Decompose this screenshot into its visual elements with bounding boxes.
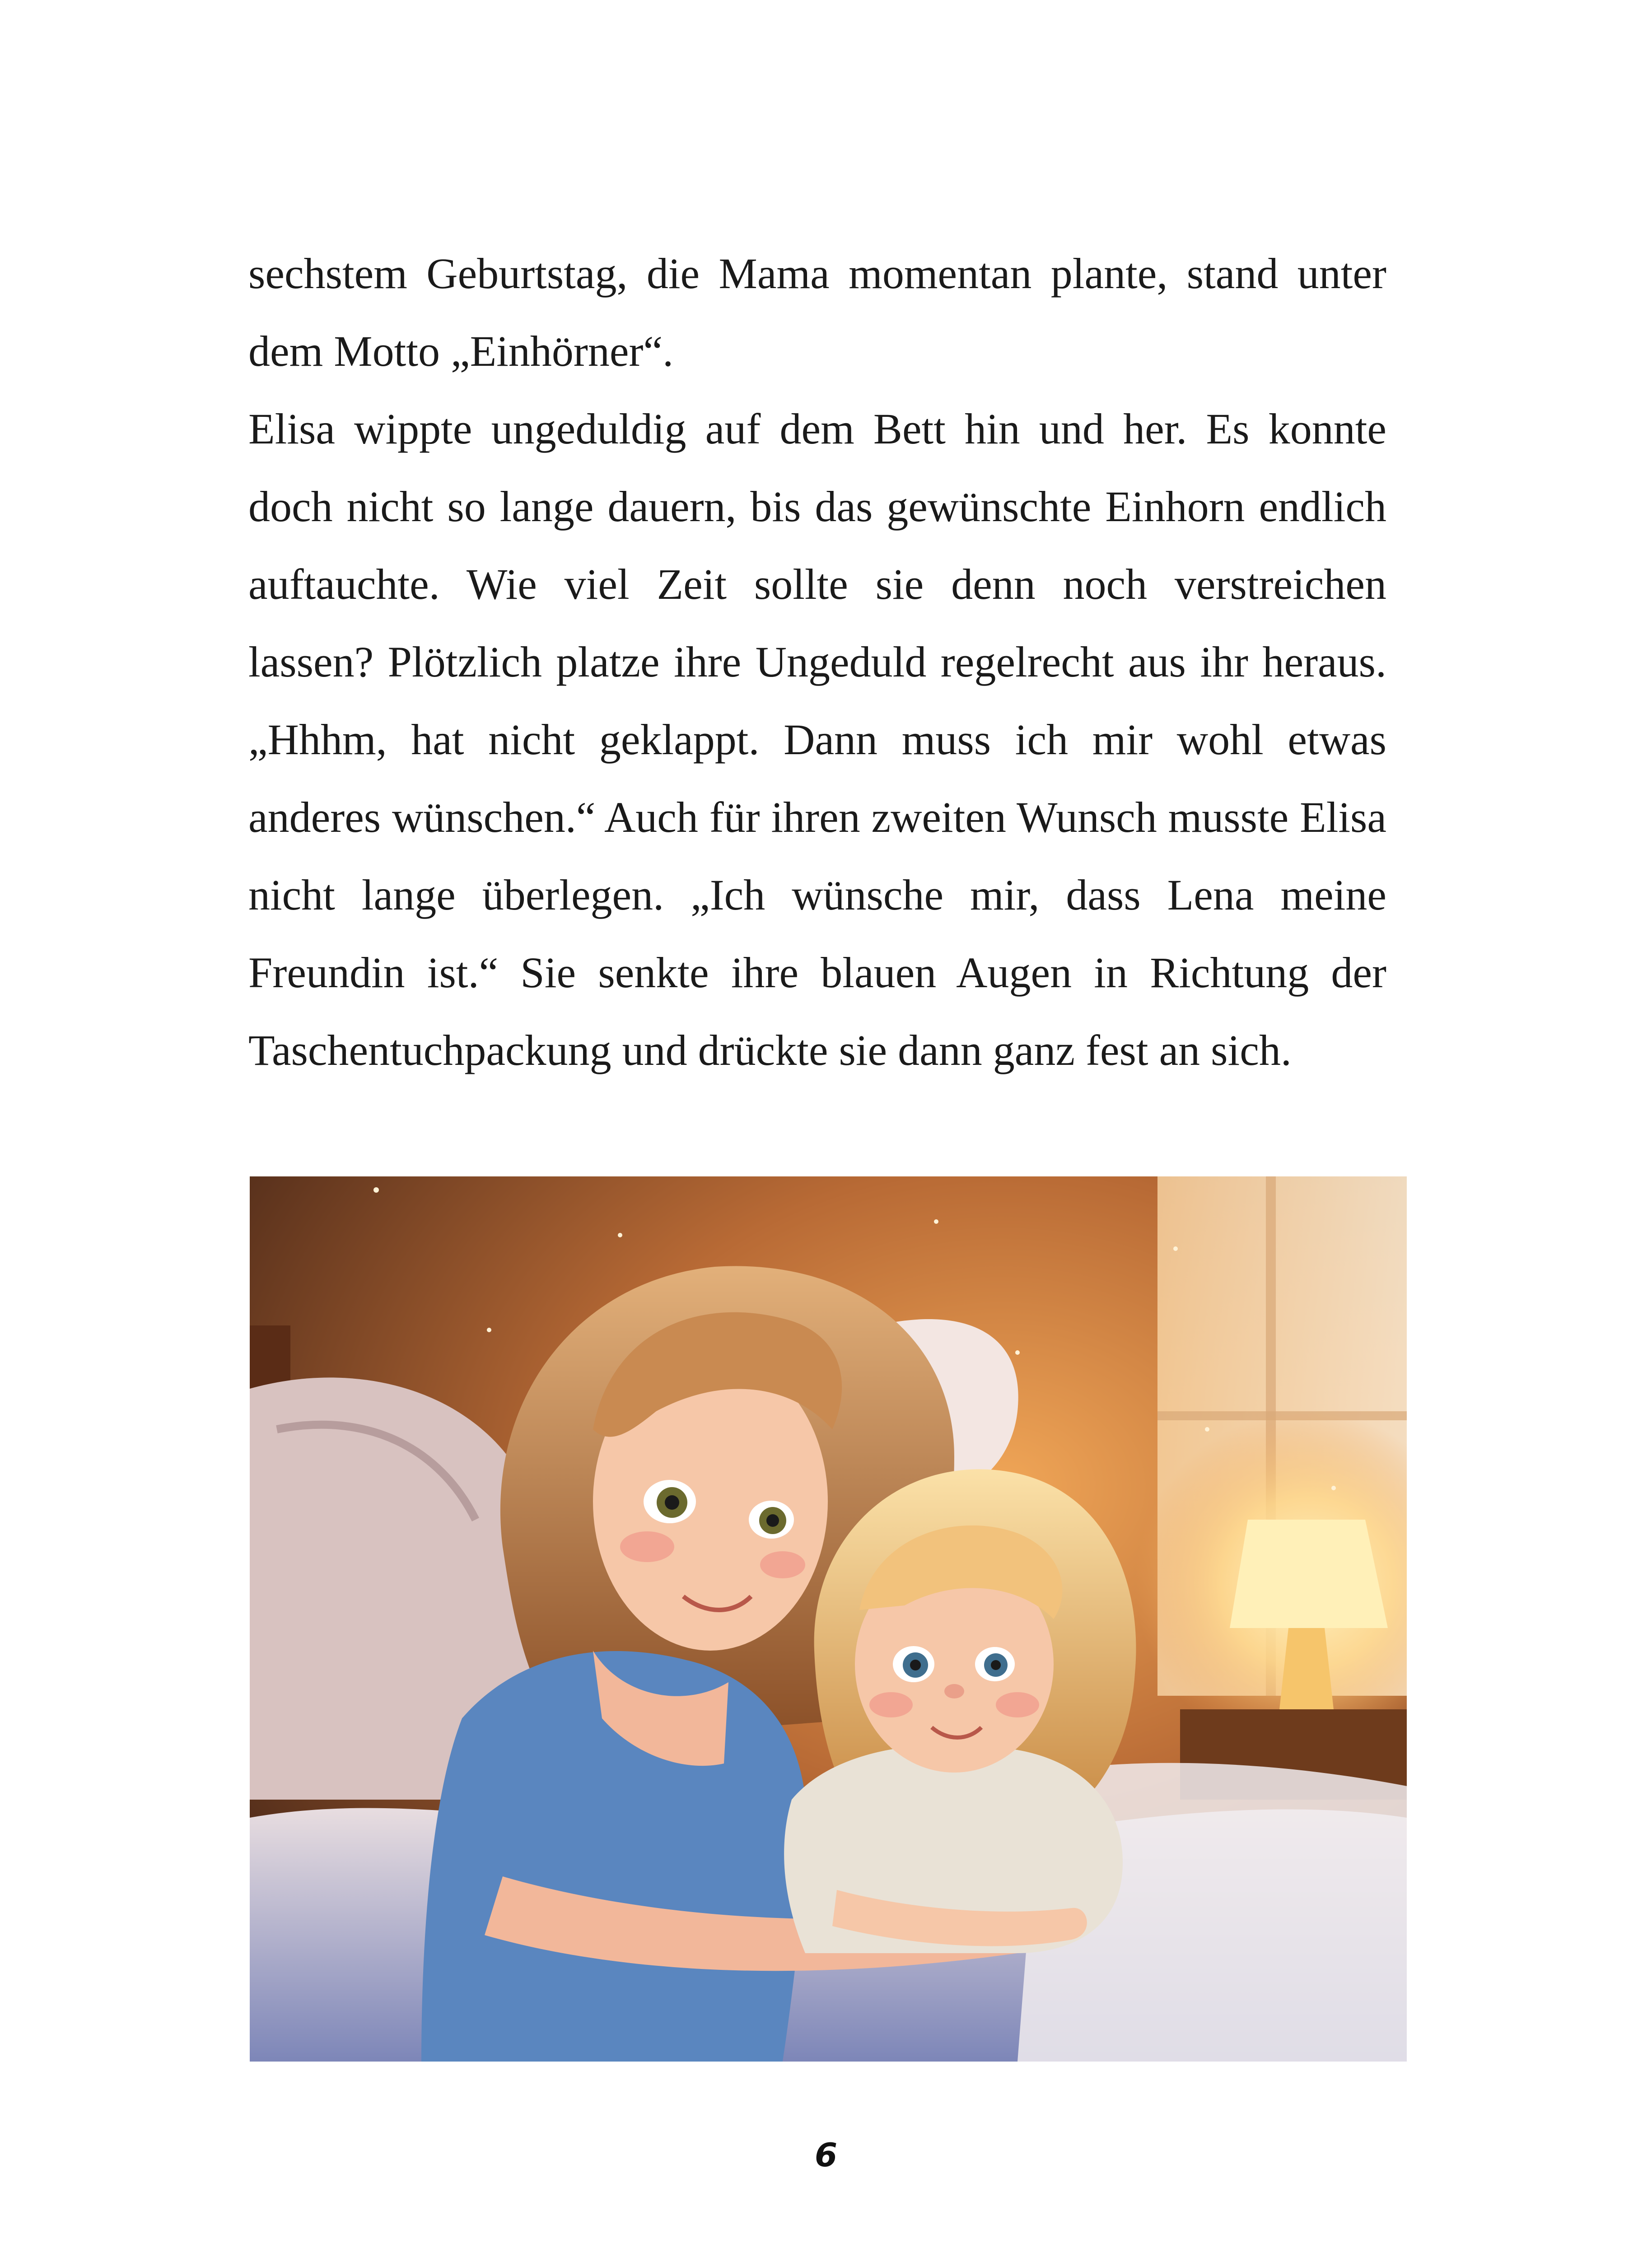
illustration-mother-daughter [250, 1176, 1407, 2062]
paragraph-2: Elisa wippte ungeduldig auf dem Bett hin und her. Es konnte doch nicht so lange dauern, bis das gewünschte Einhorn endlich auftauchte. Wie viel Zeit sollte sie denn noch verstreichen lassen? Plötzlich platze ihre Ungeduld regelrecht aus ihr heraus. „Hhhm, hat nicht geklappt. Dann muss ich mir wohl etwas anderes wünschen.“ Auch für ihren zweiten Wunsch musste Elisa nicht lange überlegen. „Ich wünsche mir, dass Lena meine Freundin ist.“ Sie senkte ihre blauen Augen in Richtung der Taschentuchpackung und drückte sie dann ganz fest an sich. [248, 405, 1386, 1074]
paragraph-1: sechstem Geburtstag, die Mama momentan plante, stand unter dem Motto „Einhörner“. [248, 249, 1386, 375]
story-text [248, 235, 1386, 1089]
page-number: 6 [814, 2136, 838, 2174]
